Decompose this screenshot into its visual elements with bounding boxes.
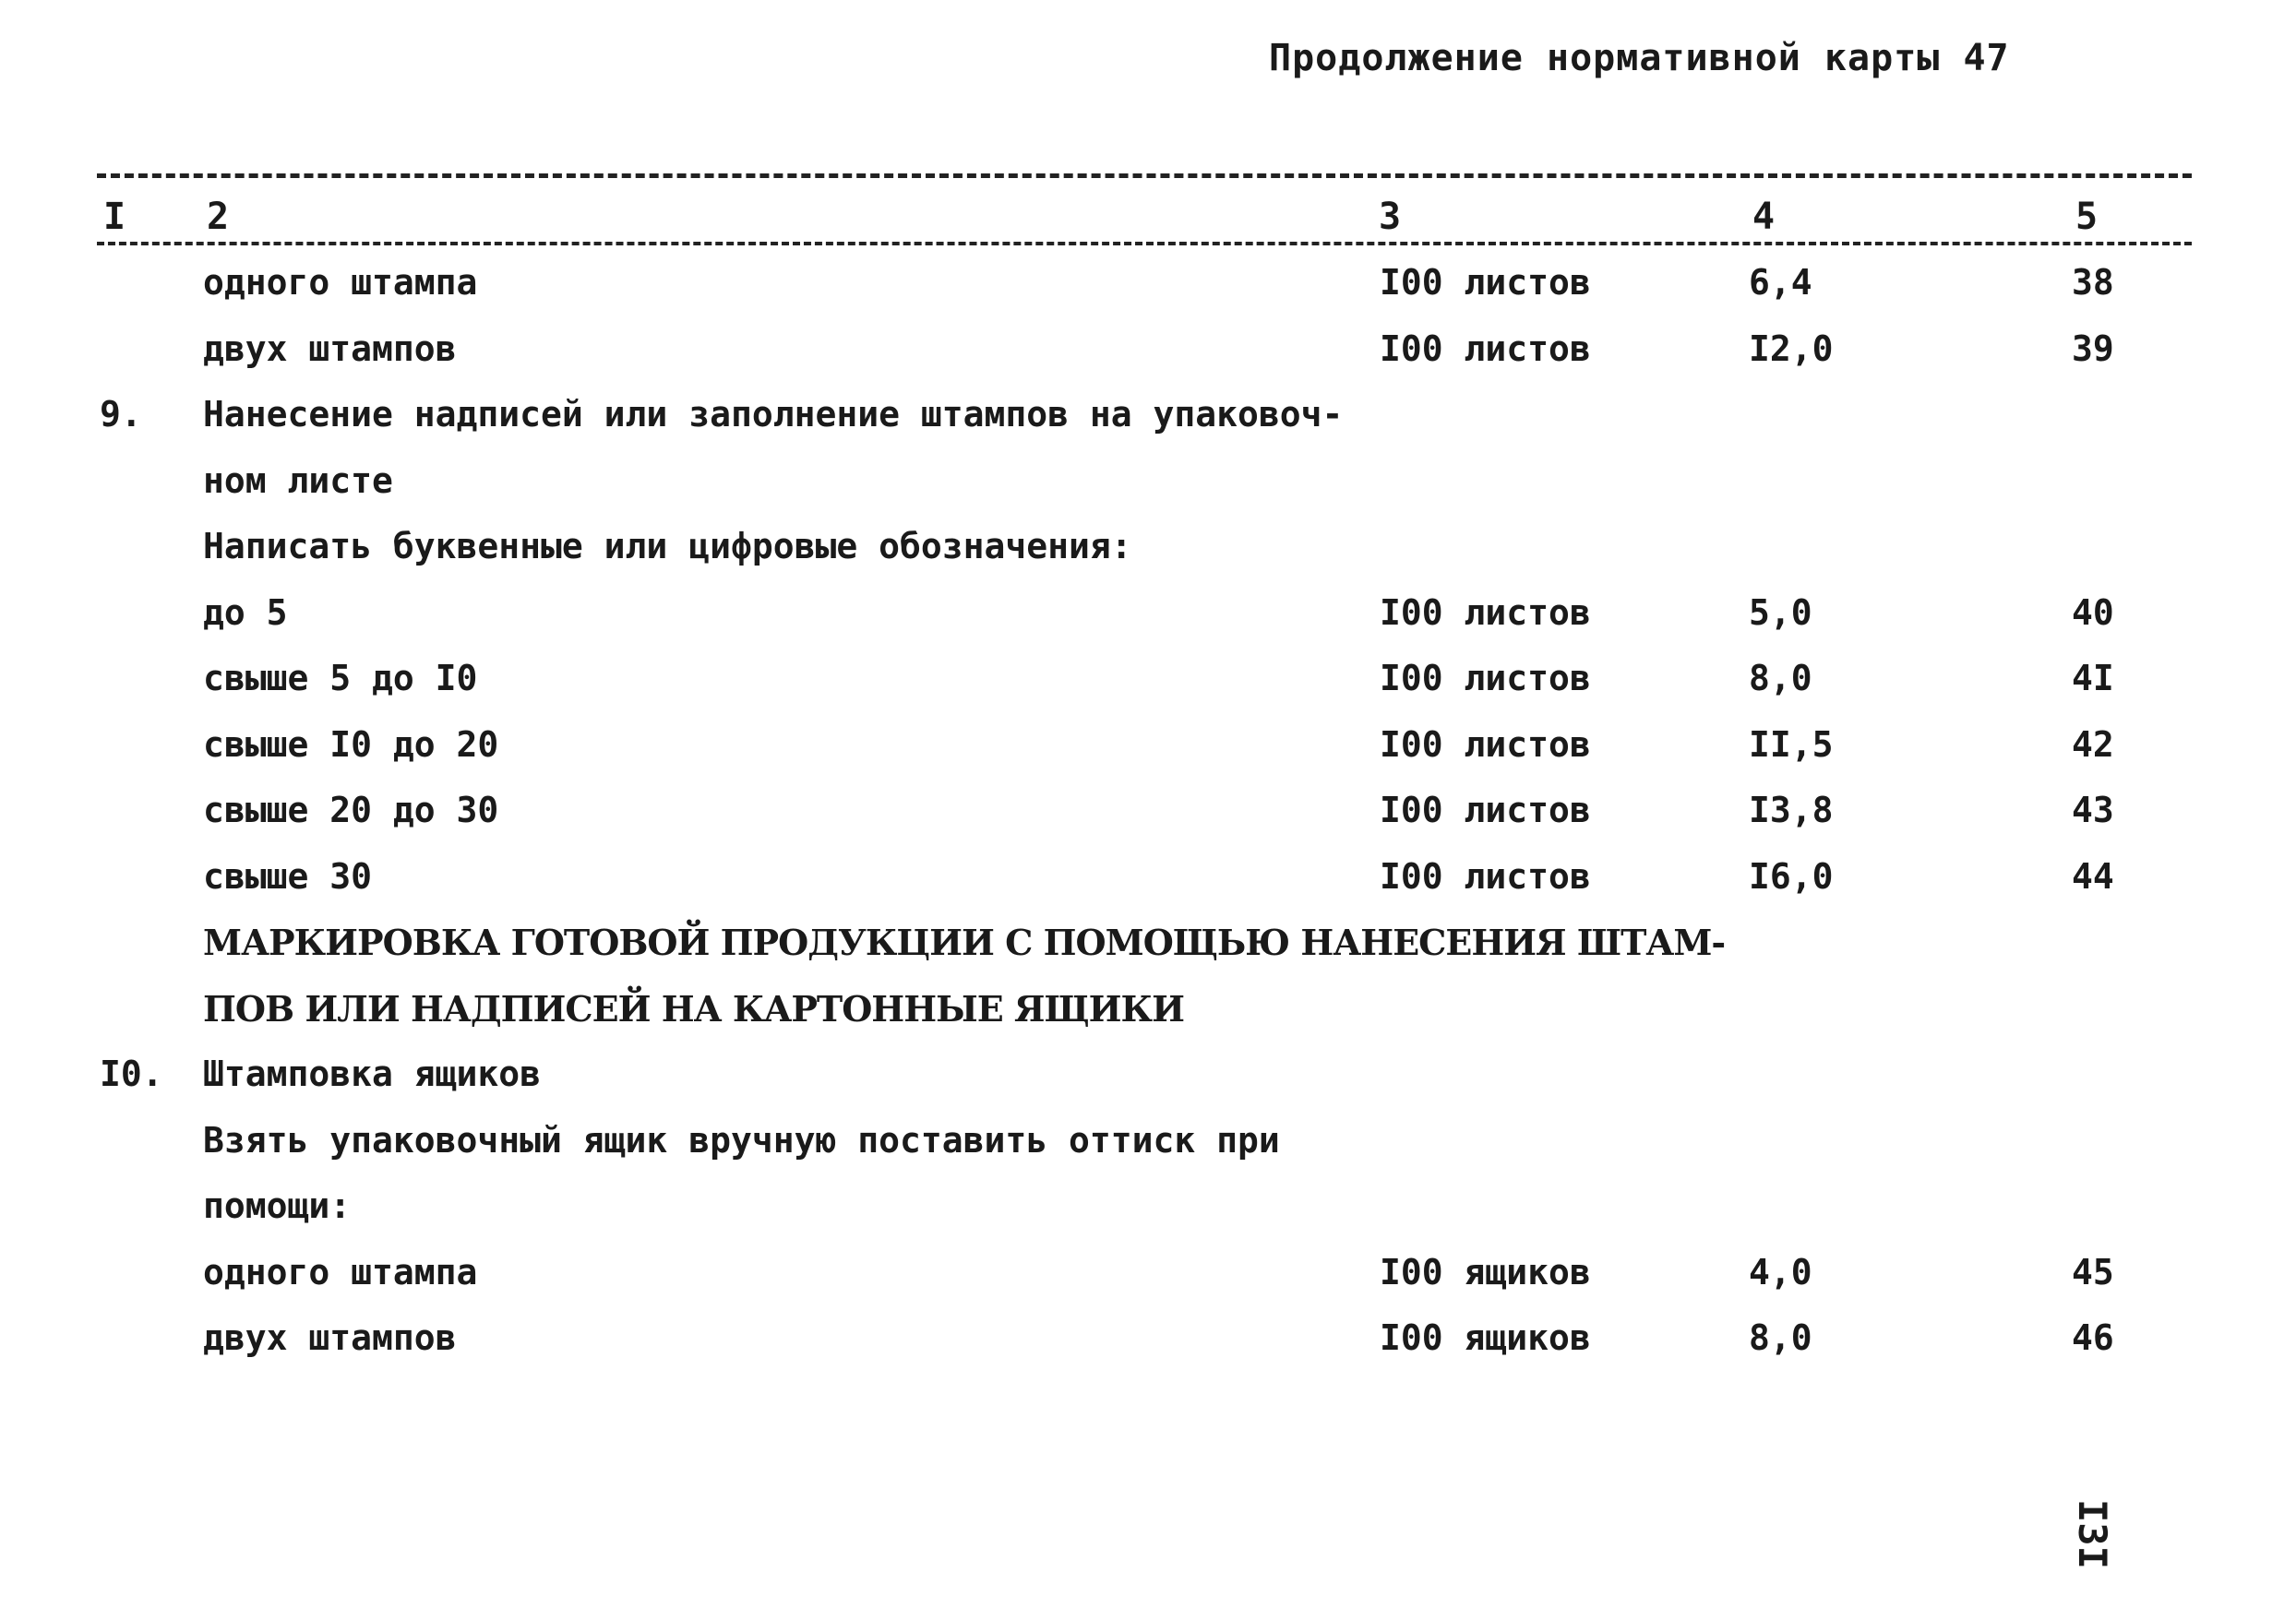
section-heading: ПОВ ИЛИ НАДПИСЕЙ НА КАРТОННЫЕ ЯЩИКИ [203, 987, 1184, 1030]
column-header-1: I [100, 196, 129, 238]
table-row [0, 721, 2296, 787]
item-description: ном листе [203, 459, 393, 501]
page-number: I3I [2070, 1499, 2115, 1569]
item-code: 46 [2072, 1317, 2114, 1358]
table-row [0, 984, 2296, 1051]
item-description: до 5 [203, 591, 288, 633]
item-norm-value: 8,0 [1749, 1317, 1812, 1358]
item-description: двух штампов [203, 328, 457, 369]
norm-table [0, 258, 2296, 1380]
top-dashed-rule [97, 173, 2192, 178]
item-norm-value: 5,0 [1749, 591, 1812, 633]
item-code: 4I [2072, 658, 2114, 698]
item-unit: I00 листов [1380, 591, 1591, 633]
table-row [0, 1314, 2296, 1380]
item-code: 42 [2072, 723, 2114, 765]
item-code: 39 [2072, 328, 2114, 369]
table-row [0, 654, 2296, 721]
item-description: Штамповка ящиков [203, 1054, 542, 1094]
item-norm-value: 8,0 [1749, 658, 1812, 698]
item-norm-value: II,5 [1749, 723, 1834, 765]
item-number: I0. [100, 1054, 163, 1094]
item-description: двух штампов [203, 1317, 457, 1358]
item-unit: I00 листов [1380, 328, 1591, 369]
table-row [0, 1050, 2296, 1116]
item-unit: I00 листов [1380, 790, 1591, 830]
item-number: 9. [100, 394, 142, 435]
column-header-5: 5 [2072, 196, 2101, 238]
item-description: Взять упаковочный ящик вручную поставить оттиск при [203, 1119, 1280, 1161]
item-code: 40 [2072, 591, 2114, 633]
table-row [0, 1116, 2296, 1183]
column-header-4: 4 [1749, 196, 1778, 238]
table-row [0, 852, 2296, 919]
table-row [0, 918, 2296, 984]
header-dashed-rule [97, 242, 2192, 245]
table-row [0, 325, 2296, 391]
item-norm-value: 6,4 [1749, 262, 1812, 303]
item-description: свыше 20 до 30 [203, 790, 499, 830]
item-code: 43 [2072, 790, 2114, 830]
page-heading: Продолжение нормативной карты 47 [1269, 37, 2010, 79]
table-row [0, 258, 2296, 325]
item-description: помощи: [203, 1185, 352, 1226]
column-header-2: 2 [203, 196, 233, 238]
item-description: свыше 5 до I0 [203, 658, 478, 698]
item-unit: I00 листов [1380, 262, 1591, 303]
item-norm-value: I3,8 [1749, 790, 1834, 830]
table-row [0, 1182, 2296, 1248]
table-row [0, 589, 2296, 655]
table-row [0, 457, 2296, 523]
item-description: Написать буквенные или цифровые обозначения: [203, 526, 1132, 566]
item-unit: I00 листов [1380, 855, 1591, 897]
table-row [0, 1248, 2296, 1315]
section-heading: МАРКИРОВКА ГОТОВОЙ ПРОДУКЦИИ С ПОМОЩЬЮ НАНЕСЕНИЯ ШТАМ- [203, 922, 1726, 963]
item-norm-value: 4,0 [1749, 1251, 1812, 1292]
table-row [0, 390, 2296, 457]
item-description: свыше I0 до 20 [203, 723, 499, 765]
item-norm-value: I2,0 [1749, 328, 1834, 369]
item-unit: I00 листов [1380, 658, 1591, 698]
item-description: свыше 30 [203, 855, 373, 897]
item-description: одного штампа [203, 1251, 478, 1292]
item-unit: I00 листов [1380, 723, 1591, 765]
table-row [0, 522, 2296, 589]
column-header-3: 3 [1375, 196, 1405, 238]
item-description: одного штампа [203, 262, 478, 303]
item-unit: I00 ящиков [1380, 1251, 1591, 1292]
item-code: 38 [2072, 262, 2114, 303]
item-norm-value: I6,0 [1749, 855, 1834, 897]
item-code: 45 [2072, 1251, 2114, 1292]
item-description: Нанесение надписей или заполнение штампов на упаковоч- [203, 394, 1344, 435]
item-unit: I00 ящиков [1380, 1317, 1591, 1358]
table-row [0, 786, 2296, 852]
item-code: 44 [2072, 855, 2114, 897]
